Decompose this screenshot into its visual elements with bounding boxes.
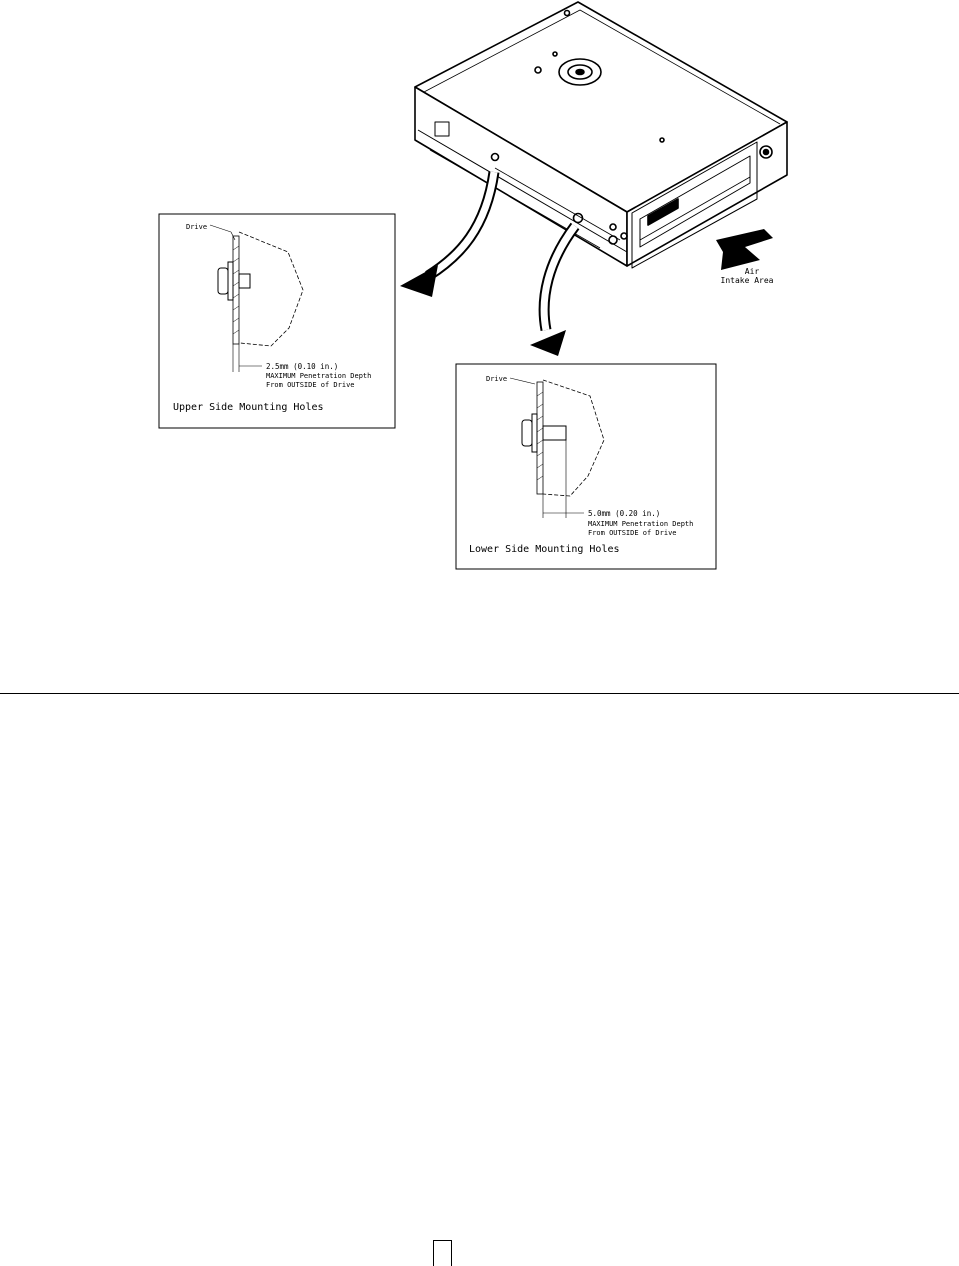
upper-drive-label: Drive	[186, 223, 208, 231]
upper-hole-arrow	[400, 172, 494, 297]
air-label-line1: Air	[744, 267, 760, 276]
upper-note-line2: From OUTSIDE of Drive	[266, 381, 355, 389]
horizontal-rule	[0, 693, 959, 694]
lower-mounting-detail	[456, 364, 716, 569]
upper-dimension: 2.5mm (0.10 in.)	[266, 362, 339, 371]
lower-hole-arrow	[530, 226, 575, 356]
lower-drive-label: Drive	[486, 375, 508, 383]
upper-note-line1: MAXIMUM Penetration Depth	[266, 372, 372, 380]
air-intake-arrow	[716, 229, 773, 270]
air-label-line2: Intake Area	[720, 276, 774, 285]
upper-caption: Upper Side Mounting Holes	[173, 402, 324, 413]
lower-caption: Lower Side Mounting Holes	[469, 544, 620, 555]
page-marker-box	[433, 1240, 452, 1266]
lower-note-line2: From OUTSIDE of Drive	[588, 529, 677, 537]
lower-dimension: 5.0mm (0.20 in.)	[588, 509, 661, 518]
upper-mounting-detail	[159, 214, 395, 428]
lower-note-line1: MAXIMUM Penetration Depth	[588, 520, 694, 528]
